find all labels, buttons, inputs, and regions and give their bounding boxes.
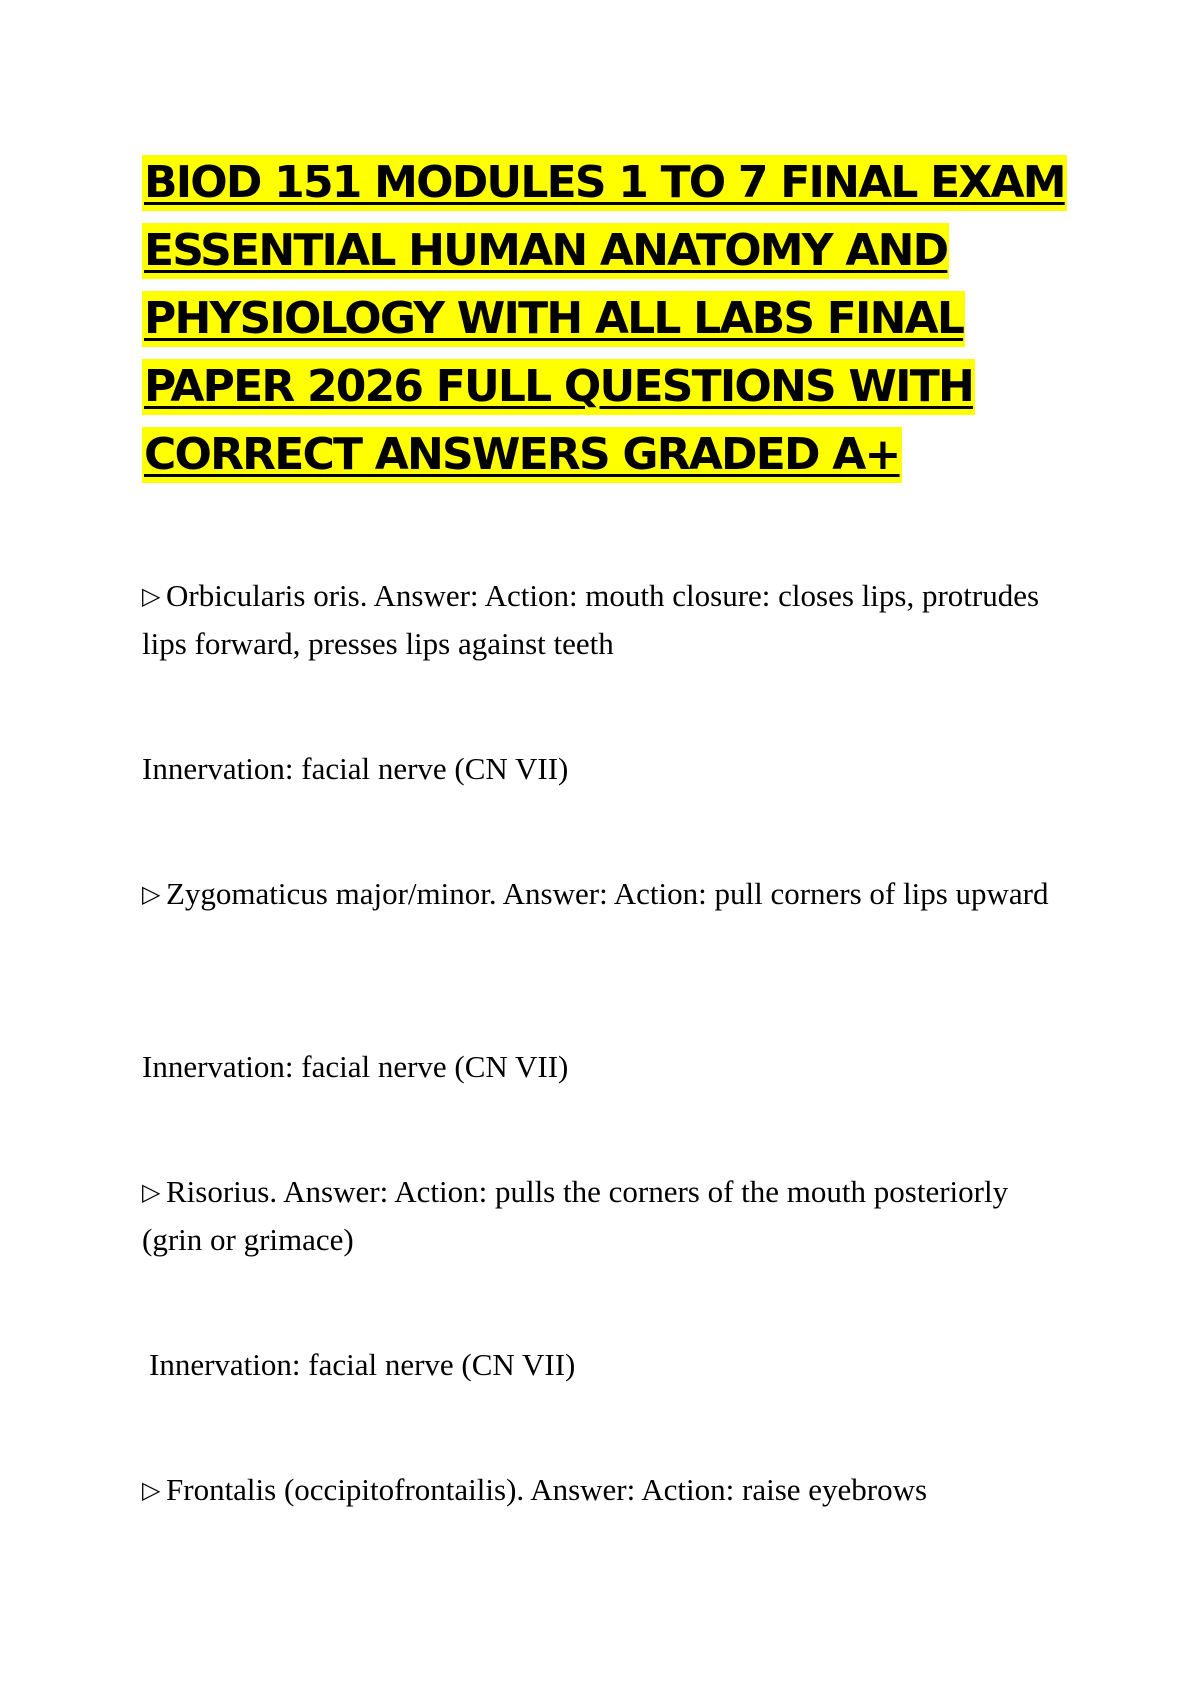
- title-line: [142, 359, 975, 427]
- innervation-text: Innervation: facial nerve (CN VII): [149, 1347, 576, 1382]
- question-entry: [142, 1168, 1072, 1263]
- innervation-text: Innervation: facial nerve (CN VII): [142, 1049, 569, 1084]
- question-text: Risorius. Answer: Action: pulls the corners of the mouth posteriorly (grin or grimace): [142, 1174, 1009, 1257]
- title-line-text: PAPER 2026 FULL QUESTIONS WITH: [142, 359, 975, 415]
- question-entry: [142, 572, 1072, 667]
- document-title: [142, 155, 1065, 495]
- title-line: [142, 427, 902, 495]
- triangle-right-outline-icon: ▷: [142, 880, 161, 908]
- innervation-text: Innervation: facial nerve (CN VII): [142, 751, 569, 786]
- question-text: Orbicularis oris. Answer: Action: mouth closure: closes lips, protrudes lips forward, presses lips against teeth: [142, 578, 1040, 661]
- question-entry: [142, 1466, 1072, 1514]
- question-entry: [142, 870, 1072, 918]
- title-line-text: BIOD 151 MODULES 1 TO 7 FINAL EXAM: [142, 155, 1067, 211]
- title-line: [142, 223, 949, 291]
- triangle-right-outline-icon: ▷: [142, 1178, 161, 1206]
- question-text: Zygomaticus major/minor. Answer: Action: pull corners of lips upward: [166, 876, 1049, 911]
- title-line: [142, 291, 965, 359]
- title-line-text: CORRECT ANSWERS GRADED A+: [142, 427, 902, 483]
- title-line-text: PHYSIOLOGY WITH ALL LABS FINAL: [142, 291, 965, 347]
- title-line: [142, 155, 1067, 223]
- triangle-right-outline-icon: ▷: [142, 1476, 161, 1504]
- question-text: Frontalis (occipitofrontailis). Answer: Action: raise eyebrows: [166, 1472, 928, 1507]
- triangle-right-outline-icon: ▷: [142, 582, 161, 610]
- title-line-text: ESSENTIAL HUMAN ANATOMY AND: [142, 223, 949, 279]
